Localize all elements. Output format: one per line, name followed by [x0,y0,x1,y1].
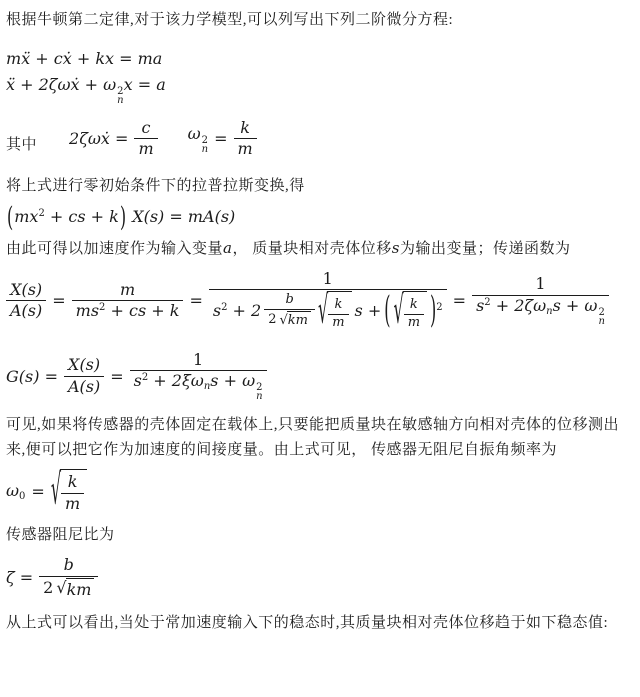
right-paren: ) [430,287,437,332]
sqrt-k-over-m [318,286,352,333]
equation-damping-definition [69,119,158,159]
paragraph-measurement: 可见,如果将传感器的壳体固定在载体上,只要能把质量块在敏感轴方向相对壳体的位移测出来,便可以把它作为加速度的间接度量。由上式可见， 传感器无阻尼自振角频率为 [6,417,620,459]
fraction-numerator: X(s) [68,355,101,375]
radical-sign: √ [279,312,288,328]
right-paren: ) [119,200,127,233]
equation-omega-n-definition [188,119,257,159]
fraction-denominator: A(s) [6,300,46,320]
math-run: s [133,371,142,391]
math-run: s [476,295,485,315]
math-run [213,302,261,320]
fraction-numerator: c [141,118,151,137]
paragraph-intro: 根据牛顿第二定律,对于该力学模型,可以列写出下列二阶微分方程: [6,12,454,28]
superscript-2: 2 [141,372,149,384]
math-run [430,287,443,332]
sqrt-k-over-m [50,464,87,515]
math-run: s + ω [210,371,256,391]
subscript-n: n [546,305,553,317]
math-run [6,481,25,502]
equation-G-of-s [6,351,634,401]
radicand [403,291,427,331]
paragraph-transfer-intro [6,236,634,262]
math-run: s + [354,300,382,320]
math-run: + cs + k [105,300,180,320]
math-run [188,124,209,154]
sqrt-km [56,578,94,599]
radicand: km [287,311,311,329]
fraction-denominator: m [61,493,84,513]
fraction-denominator: A(s) [64,376,104,396]
text-run: 为输出变量；传递函数为 [399,240,571,257]
superscript-2: 2 [201,134,209,146]
coefficient-2: 2 [268,311,277,327]
superscript-2: 2 [117,86,124,97]
math-run: + 2ξω [148,371,204,391]
fraction-denominator [39,576,98,599]
math-run: ζ = [6,568,34,588]
equation-laplace [6,200,634,233]
equation-transfer-function [6,270,634,331]
fraction-numerator: k [334,297,343,313]
omega-n-squared-script [256,383,262,401]
among-row [6,119,634,159]
fraction-denominator [209,286,447,333]
variable-s: s [391,238,400,257]
math-run: 2ζωẋ = [69,129,129,149]
fraction-numerator: 1 [322,268,333,288]
radicand [327,291,351,331]
superscript-2: 2 [99,301,106,313]
fraction-Xs-over-As [64,356,104,396]
subscript-n: n [598,315,605,327]
text-run: ， 质量块相对壳体位移 [232,240,392,257]
fraction-k-over-m [61,473,84,513]
left-paren: ( [7,200,14,233]
fraction-denominator [72,300,184,320]
radical-sign: √ [56,578,67,598]
fraction-b-over-2sqrt-km [39,556,98,599]
fraction-numerator: b [63,555,74,575]
superscript-2: 2 [221,301,228,313]
fraction-numerator: k [409,297,418,313]
math-run: X(s) = mA(s) [127,206,236,226]
fraction-denominator: m [134,138,157,158]
math-run: + cs + k [44,206,119,226]
fraction-denominator: m [328,314,348,331]
equation-damping-ratio [6,556,634,599]
subscript-n: n [203,381,211,393]
s-symbol: s [212,300,222,320]
fraction-denominator: m [234,138,257,158]
equals-sign: = [189,290,203,310]
fraction-Xs-over-As [6,281,46,321]
fraction-b-over-2sqrt-km [264,293,315,329]
equation-newton: mẍ + cẋ + kx = ma [6,49,163,68]
fraction-expanded-form [209,270,447,331]
equals-sign: = [452,290,467,310]
radical-sign: √ [318,286,329,333]
math-run: x = a [123,75,166,94]
fraction-numerator: b [285,292,294,308]
fraction-denominator [264,309,315,329]
fraction-standard-form [472,275,609,325]
omega-n-squared-script [202,136,208,154]
math-run: mx [14,206,39,226]
among-equations [69,119,257,159]
fraction-numerator: k [240,118,250,137]
equation-natural-frequency [6,464,634,515]
radicand: km [66,578,95,599]
subscript-n: n [117,95,124,106]
omega-n-squared-script [598,308,604,326]
equals-sign: = [52,290,66,310]
superscript-2: 2 [484,296,491,308]
fraction-numerator: 1 [535,274,546,294]
among-label: 其中 [6,136,38,153]
paragraph-damping-ratio-label: 传感器阻尼比为 [6,527,115,544]
fraction-k-over-m [328,298,348,331]
fraction-numerator: m [119,279,136,299]
equals-sign: = [110,366,124,386]
fraction-standard-form [130,351,267,401]
subscript-0: 0 [19,490,26,502]
subscript-n: n [201,143,209,155]
fraction-k-over-m [404,298,424,331]
variable-a: a [223,238,233,257]
math-run: + 2 [227,300,262,320]
omega-symbol: ω [6,480,20,500]
omega-symbol: ω [187,123,201,143]
equals-sign: = [31,481,45,501]
fraction-denominator [472,295,609,326]
superscript-2: 2 [436,301,443,313]
subscript-n: n [256,391,263,403]
equals-sign: = [214,129,228,149]
fraction-numerator: X(s) [10,279,43,299]
text-run: 由此可得以加速度作为输入变量 [6,240,224,257]
equation-normalized [6,75,634,105]
fraction-m-over-ms2 [72,281,184,321]
radical-sign: √ [50,464,62,515]
paragraph-steady-state: 从上式可以看出,当处于常加速度输入下的稳态时,其质量块相对壳体位移趋于如下稳态值: [6,615,609,631]
left-paren: ( [384,287,391,332]
sqrt-km [280,311,312,329]
fraction-denominator [130,370,267,401]
math-run: + 2ζω [490,295,547,315]
sqrt-k-over-m [393,286,428,333]
superscript-2: 2 [38,207,45,219]
radical-sign: √ [393,286,404,333]
radicand [60,469,87,513]
fraction-numerator: k [67,472,78,492]
coefficient-2: 2 [43,578,54,598]
fraction-c-over-m [134,119,157,159]
fraction-denominator: m [404,314,424,331]
paragraph-laplace: 将上式进行零初始条件下的拉普拉斯变换,得 [6,177,305,194]
math-run: s + ω [552,295,598,315]
fraction-numerator: 1 [193,350,204,370]
math-run: ms [75,300,100,320]
math-run: G(s) = [6,366,58,386]
fraction-k-over-m [234,119,257,159]
superscript-2: 2 [598,306,605,318]
superscript-2: 2 [256,382,263,394]
math-run: ẍ + 2ζωẋ + ω [6,75,117,94]
